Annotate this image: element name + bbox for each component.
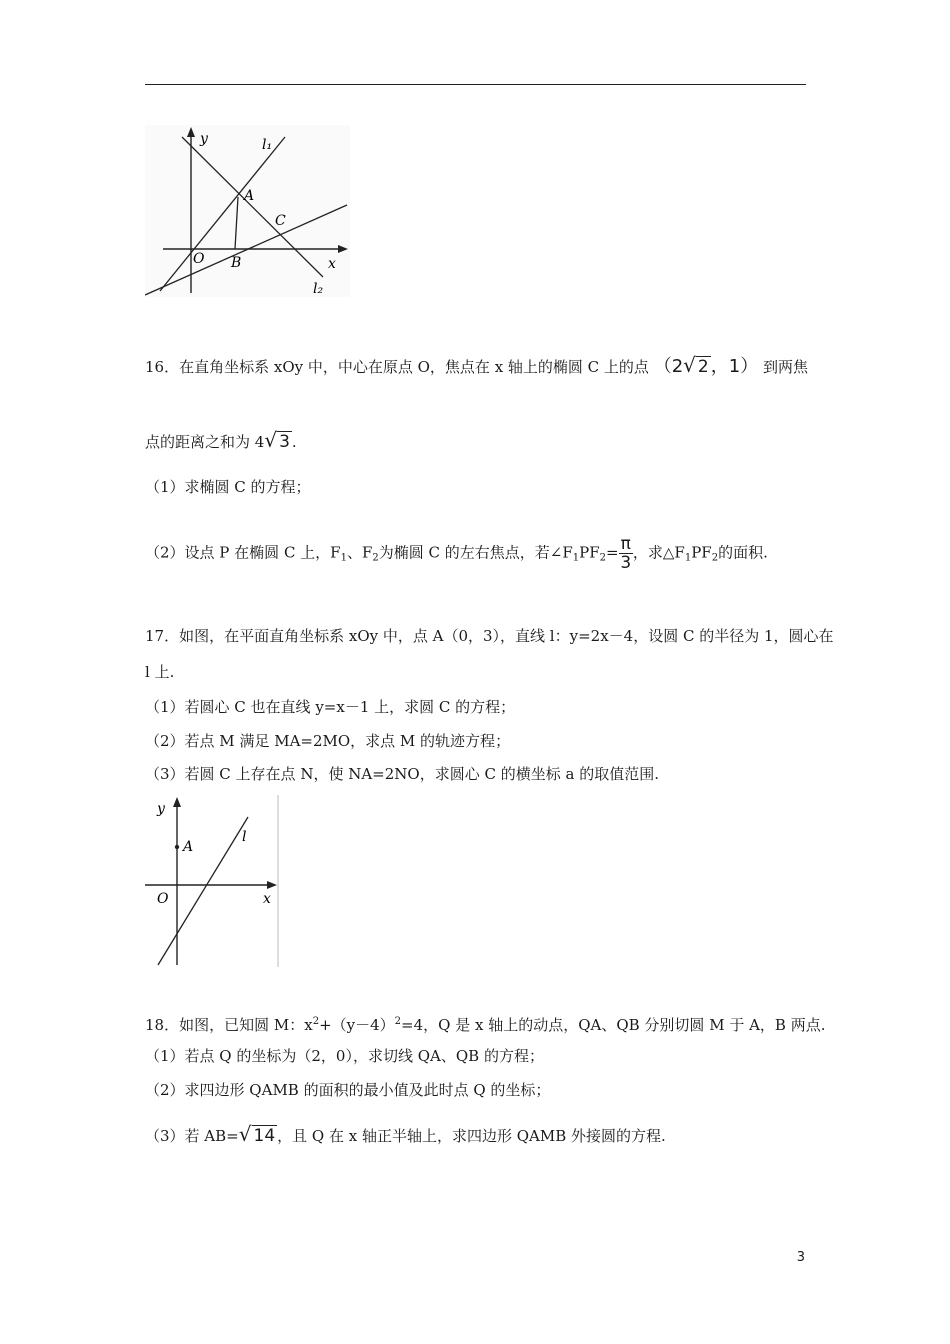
- q16-line2: 点的距离之和为 4√ 3 .: [145, 428, 297, 452]
- q18-part2: （2）求四边形 QAMB 的面积的最小值及此时点 Q 的坐标；: [145, 1081, 551, 1099]
- fig17-label-y: y: [157, 801, 165, 817]
- q17-part3: （3）若圆 C 上存在点 N，使 NA=2NO，求圆心 C 的横坐标 a 的取值范围.: [145, 765, 659, 783]
- fig15-label-l2: l₂: [313, 281, 324, 297]
- fraction-pi-over-3: $\frac{\pi}{3}$: [620, 534, 632, 573]
- fig17-label-O: O: [157, 891, 169, 907]
- point-a: [175, 845, 179, 849]
- fig15-label-l1: l₁: [262, 137, 273, 153]
- q17-part1: （1）若圆心 C 也在直线 y=x－1 上，求圆 C 的方程；: [145, 698, 516, 716]
- q17-line2: l 上.: [145, 663, 175, 681]
- q16-part1: （1）求椭圆 C 的方程；: [145, 478, 311, 496]
- q16-point: （2√ 2 ，1）: [653, 353, 759, 377]
- x-axis-arrow: [267, 881, 277, 889]
- q16-line1: 16．在直角坐标系 xOy 中，中心在原点 O，焦点在 x 轴上的椭圆 C 上的点 （2√ 2 ，1） 到两焦: [145, 353, 808, 377]
- fig15-label-B: B: [231, 255, 242, 271]
- fig17-label-x: x: [263, 891, 271, 907]
- fig17-label-A: A: [183, 839, 194, 855]
- figure-q17: [145, 795, 280, 967]
- y-axis-arrow: [173, 797, 181, 807]
- q16-part2: （2）设点 P 在椭圆 C 上，$F_1$、$F_2$为椭圆 C 的左右焦点，若$\angle F_1PF_2=$ $\frac{\pi}{3}$ ，求$\triangle F_1PF_2$的面积.: [145, 534, 768, 573]
- fig15-label-A: A: [244, 188, 255, 204]
- q17-line1: 17．如图，在平面直角坐标系 xOy 中，点 A（0，3），直线 l：y=2x－4，设圆 C 的半径为 1，圆心在: [145, 627, 834, 645]
- figure-q15: [145, 125, 350, 297]
- page-number: 3: [796, 1250, 805, 1265]
- q17-part2: （2）若点 M 满足 MA=2MO，求点 M 的轨迹方程；: [145, 732, 511, 750]
- fig15-label-x: x: [328, 256, 336, 272]
- q18-part1: （1）若点 Q 的坐标为（2，0），求切线 QA、QB 的方程；: [145, 1047, 544, 1065]
- sqrt-14: √ 14: [238, 1122, 276, 1146]
- fig17-label-l: l: [242, 829, 247, 845]
- q18-line1: 18．如图，已知圆 M：$x^2+(y-4)^2=4$，Q 是 x 轴上的动点，QA、QB 分别切圆 M 于 A，B 两点.: [145, 1016, 826, 1034]
- fig15-label-y: y: [200, 131, 208, 147]
- line-l: [158, 817, 248, 965]
- sqrt-3: √ 3: [264, 428, 290, 452]
- fig15-label-C: C: [275, 213, 286, 229]
- q18-part3: （3）若 AB=√ 14 ，且 Q 在 x 轴正半轴上，求四边形 QAMB 外接圆的方程.: [145, 1122, 666, 1146]
- header-rule: [145, 84, 806, 85]
- fig15-label-O: O: [193, 251, 205, 267]
